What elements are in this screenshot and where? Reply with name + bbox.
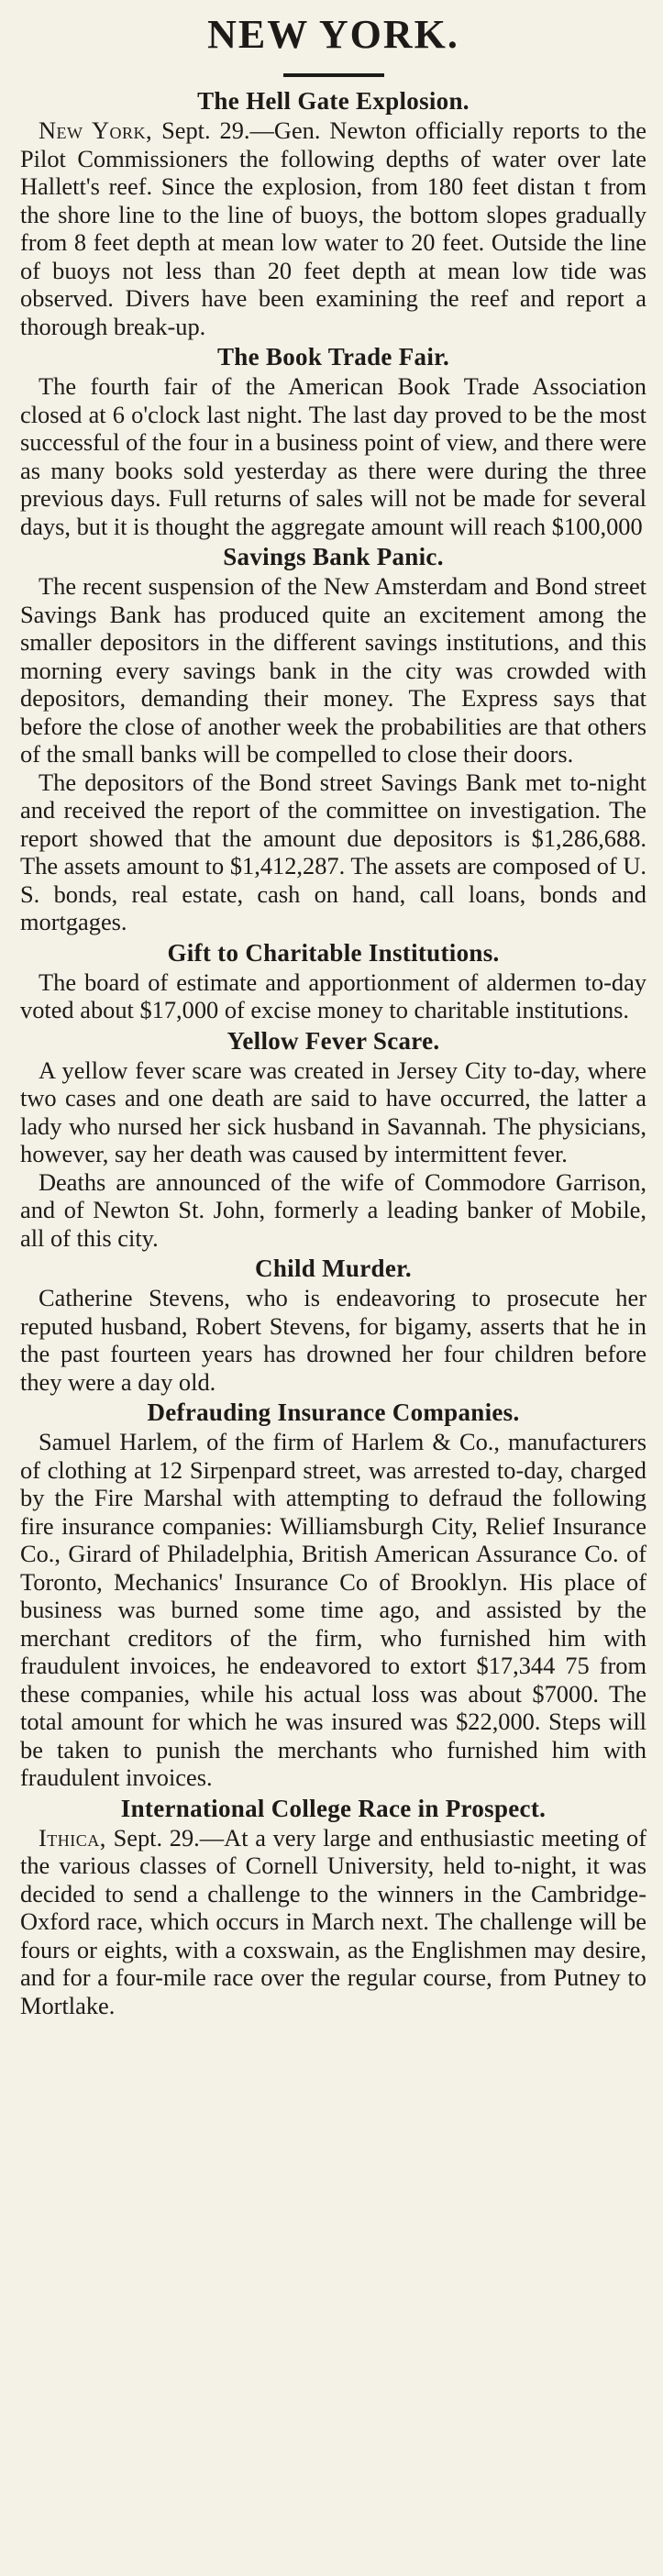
article-heading: Defrauding Insurance Companies. [147, 1399, 520, 1426]
dateline: Ithica, [39, 1823, 106, 1852]
article-paragraph [20, 572, 646, 768]
masthead: NEW YORK. [207, 12, 459, 57]
article-section [20, 542, 646, 936]
article-section [20, 1398, 646, 1792]
article-paragraph [20, 968, 646, 1024]
paragraph-text: Catherine Stevens, who is endeavoring to prosecute her reputed husband, Robert Stevens, for bigamy, asserts that he in the past fourteen years has drowned her four children before they were a day old. [20, 1284, 646, 1396]
paragraph-text: Samuel Harlem, of the firm of Harlem & Co., manufacturers of clothing at 12 Sirpenpard street, was arrested to-day, charged by the Fire Marshal with attempting to defraud the following fire insurance companies: Williamsburgh City, Relief Insurance Co., Girard of Philadelphia, British American Assurance Co. of Toronto, Mechanics' Insurance Co of Brooklyn. His place of business was burned some time ago, and assisted by the merchant creditors of the firm, who furnished him with fraudulent invoices, he endeavored to extort $17,344 75 from these companies, while his actual loss was about $7000. The total amount for which he was insured was $22,000. Steps will be taken to punish the merchants who furnished him with fraudulent invoices. [20, 1428, 646, 1791]
article-paragraph [20, 1284, 646, 1396]
article-heading: Gift to Charitable Institutions. [167, 938, 500, 967]
paragraph-text: The fourth fair of the American Book Trade Association closed at 6 o'clock last night. The last day proved to be the most successful of the four in a business point of view, and there were as many books sold yesterday as there were during the three previous days. Full returns of sales will not be made for several days, but it is thought the aggregate amount will reach $100,000 [20, 372, 646, 540]
dateline: New York, [39, 116, 153, 144]
masthead-rule [283, 73, 384, 77]
paragraph-text: The depositors of the Bond street Savings Bank met to-night and received the report of the committee on investigation. The report showed that the amount due depositors is $1,286,688. The assets amount to $1,412,287. The assets are composed of U. S. bonds, real estate, cash on hand, call loans, bonds and mortgages. [20, 768, 646, 935]
article-list [20, 86, 646, 2019]
article-heading: International College Race in Prospect. [120, 1794, 547, 1822]
article-heading: The Book Trade Fair. [216, 343, 450, 370]
article-section [20, 1254, 646, 1396]
article-section [20, 1794, 646, 2020]
article-paragraph [20, 1056, 646, 1168]
paragraph-text: The recent suspension of the New Amsterdam and Bond street Savings Bank has produced quite an excitement among the smaller depositors in the different savings institutions, and this morning every savings bank in the city was crowded with depositors, demanding their money. The Express says that before the close of another week the probabilities are that others of the small banks will be compelled to close their doors. [20, 572, 646, 768]
article-heading: Savings Bank Panic. [223, 543, 444, 570]
article-paragraph [20, 372, 646, 540]
article-heading: Child Murder. [255, 1255, 412, 1282]
article-section [20, 1026, 646, 1253]
article-section [20, 938, 646, 1024]
article-heading: Yellow Fever Scare. [227, 1026, 440, 1055]
paragraph-text: Sept. 29.—Gen. Newton officially reports to the Pilot Commissioners the following depths of water over late Hallett's reef. Since the explosion, from 180 feet distan t from the shore line to the line of buoys, the bottom slopes gradually from 8 feet depth at mean low water to 20 feet. Outside the line of buoys not less than 20 feet depth at mean low tide was observed. Divers have been examining the reef and report a thorough break-up. [20, 116, 646, 340]
article-section [20, 342, 646, 540]
article-paragraph [20, 1428, 646, 1792]
paragraph-text: Deaths are announced of the wife of Commodore Garrison, and of Newton St. John, formerly a leading banker of Mobile, all of this city. [20, 1167, 646, 1252]
article-paragraph [20, 1168, 646, 1253]
article-paragraph [20, 1824, 646, 2020]
article-section [20, 86, 646, 340]
article-heading: The Hell Gate Explosion. [197, 87, 470, 115]
article-paragraph [20, 768, 646, 936]
paragraph-text: A yellow fever scare was created in Jersey City to-day, where two cases and one death are said to have occurred, the latter a lady who nursed her sick husband in Savannah. The physicians, however, say her death was caused by intermittent fever. [20, 1056, 646, 1167]
article-paragraph [20, 116, 646, 340]
paragraph-text: The board of estimate and apportionment of aldermen to-day voted about $17,000 of excise money to charitable institutions. [20, 967, 646, 1023]
paragraph-text: Sept. 29.—At a very large and enthusiastic meeting of the various classes of Cornell University, held to-night, it was decided to send a challenge to the winners in the Cambridge-Oxford race, which occurs in March next. The challenge will be fours or eights, with a coxswain, as the Englishmen may desire, and for a four-mile race over the regular course, from Putney to Mortlake. [20, 1823, 646, 2019]
